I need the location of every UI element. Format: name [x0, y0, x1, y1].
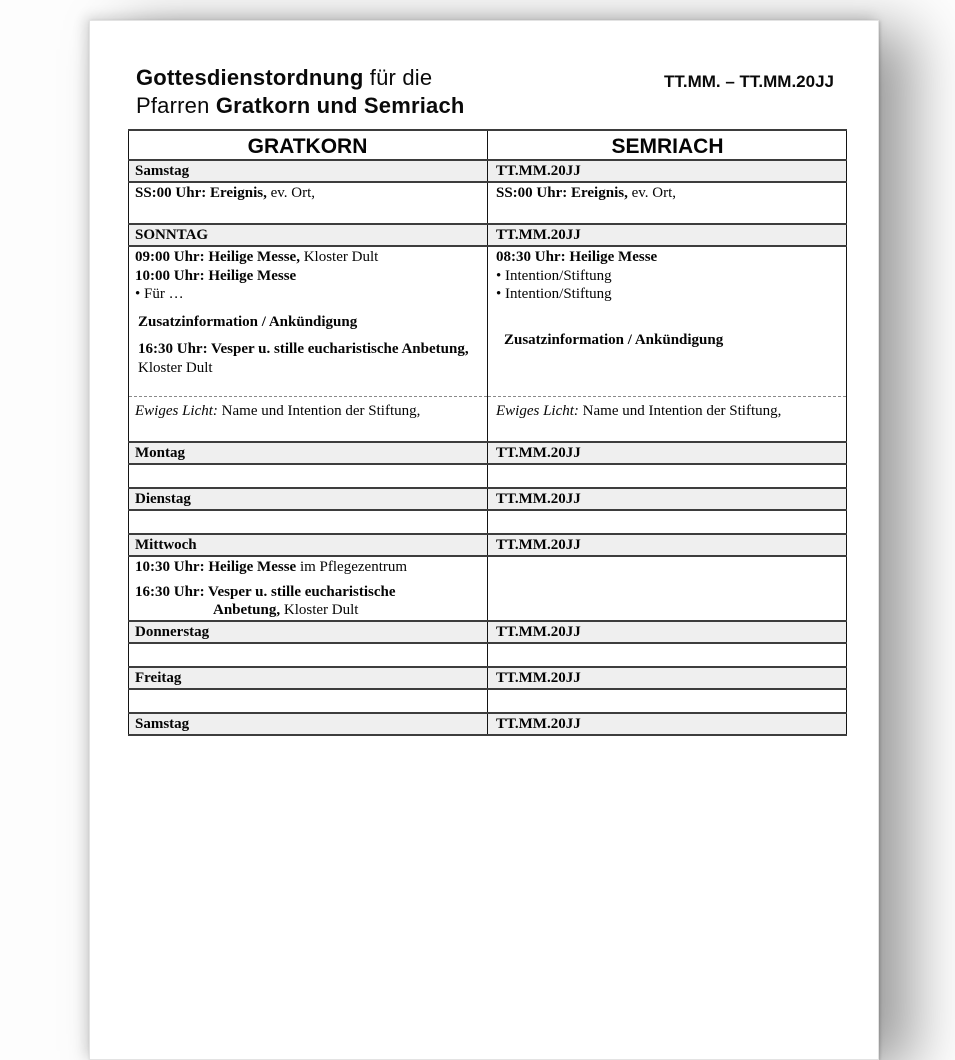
column-header-semriach: SEMRIACH — [488, 130, 847, 160]
vesper-bold: Anbetung, — [213, 602, 281, 618]
day-label-freitag: Freitag — [129, 667, 488, 689]
ewiges-licht-value: Name und Intention der Stiftung, — [578, 402, 782, 419]
vesper-place-regular: Kloster Dult — [138, 359, 213, 376]
empty-row-freitag — [129, 689, 847, 713]
day-label-dienstag: Dienstag — [129, 488, 488, 510]
page-title — [136, 64, 465, 120]
day-label-sonntag: SONNTAG — [129, 224, 488, 246]
wednesday-gratkorn-cell — [129, 556, 488, 621]
title-line-2 — [136, 92, 465, 120]
vesper-entry-line-2 — [135, 601, 480, 620]
ewiges-licht-semriach — [488, 396, 847, 442]
day-label-samstag-2: Samstag — [129, 713, 488, 735]
wednesday-semriach-cell — [488, 556, 847, 621]
date-cell-sonntag: TT.MM.20JJ — [488, 224, 847, 246]
ewiges-licht-text — [496, 402, 839, 421]
vesper-bold: 16:30 Uhr: Vesper u. stille eucharistische Anbetung, — [138, 341, 469, 357]
column-header-gratkorn: GRATKORN — [129, 130, 488, 160]
day-row-donnerstag — [129, 621, 847, 643]
sunday-content-row — [129, 246, 847, 396]
title-bold-1: Gottesdienstordnung — [136, 65, 364, 90]
table-header-row — [129, 130, 847, 160]
event-time-bold: SS:00 Uhr: Ereignis, — [496, 185, 628, 201]
day-row-sonntag — [129, 224, 847, 246]
empty-cell — [488, 689, 847, 713]
mass-entry-1: 08:30 Uhr: Heilige Messe — [496, 249, 658, 265]
vesper-entry-line-1: 16:30 Uhr: Vesper u. stille eucharistische — [135, 583, 396, 600]
saturday-event-semriach — [488, 182, 847, 224]
sunday-gratkorn-cell — [129, 246, 488, 396]
day-label-montag: Montag — [129, 442, 488, 464]
title-regular-2: Pfarren — [136, 93, 216, 118]
empty-cell — [129, 510, 488, 534]
date-cell-samstag-2: TT.MM.20JJ — [488, 713, 847, 735]
saturday-event-text — [135, 184, 480, 203]
saturday-event-gratkorn — [129, 182, 488, 224]
title-regular-1: für die — [363, 65, 433, 90]
day-label-mittwoch: Mittwoch — [129, 534, 488, 556]
event-place-regular: ev. Ort, — [266, 185, 316, 201]
title-bold-2: Gratkorn und Semriach — [215, 93, 465, 118]
mass-time-bold: 10:30 Uhr: Heilige Messe — [135, 559, 297, 575]
date-range: TT.MM. – TT.MM.20JJ — [663, 72, 834, 91]
intention-bullet-1: • Intention/Stiftung — [496, 267, 612, 284]
day-row-samstag-1 — [129, 160, 847, 182]
intention-bullet-2: • Intention/Stiftung — [496, 286, 612, 302]
date-cell-dienstag: TT.MM.20JJ — [488, 488, 847, 510]
date-cell-freitag: TT.MM.20JJ — [488, 667, 847, 689]
empty-cell — [129, 464, 488, 488]
ewiges-licht-label: Ewiges Licht: — [135, 402, 218, 419]
date-cell-montag: TT.MM.20JJ — [488, 442, 847, 464]
mass-place-regular: Kloster Dult — [299, 249, 379, 265]
empty-cell — [129, 689, 488, 713]
empty-row-donnerstag — [129, 643, 847, 667]
empty-cell — [488, 510, 847, 534]
empty-row-montag — [129, 464, 847, 488]
vesper-entry — [135, 340, 480, 377]
ewiges-licht-row — [129, 396, 847, 442]
date-cell-samstag-1: TT.MM.20JJ — [488, 160, 847, 182]
empty-row-dienstag — [129, 510, 847, 534]
mass-entry — [135, 558, 480, 577]
empty-cell — [488, 464, 847, 488]
event-time-bold: SS:00 Uhr: Ereignis, — [135, 185, 267, 201]
date-cell-donnerstag: TT.MM.20JJ — [488, 621, 847, 643]
document-header — [90, 21, 878, 120]
day-label-donnerstag: Donnerstag — [129, 621, 488, 643]
empty-cell — [129, 643, 488, 667]
day-label-samstag-1: Samstag — [129, 160, 488, 182]
mass-place-regular: im Pflegezentrum — [296, 559, 408, 575]
mass-entry-1 — [135, 248, 480, 267]
schedule-table — [128, 129, 847, 736]
day-row-samstag-2 — [129, 713, 847, 735]
mass-time-bold: 09:00 Uhr: Heilige Messe, — [135, 249, 300, 265]
sunday-semriach-cell — [488, 246, 847, 396]
wednesday-content-row — [129, 556, 847, 621]
title-line-1 — [136, 64, 465, 92]
document-page — [89, 20, 879, 1060]
mass-entry-2: 10:00 Uhr: Heilige Messe — [135, 267, 297, 284]
day-row-mittwoch — [129, 534, 847, 556]
additional-info-heading: Zusatzinformation / Ankündigung — [504, 331, 724, 348]
day-row-freitag — [129, 667, 847, 689]
saturday-event-row — [129, 182, 847, 224]
event-place-regular: ev. Ort, — [627, 185, 677, 201]
date-cell-mittwoch: TT.MM.20JJ — [488, 534, 847, 556]
ewiges-licht-text — [135, 402, 480, 421]
empty-cell — [488, 643, 847, 667]
ewiges-licht-label: Ewiges Licht: — [496, 402, 579, 419]
vesper-place-regular: Kloster Dult — [280, 602, 359, 618]
additional-info-heading: Zusatzinformation / Ankündigung — [138, 313, 358, 330]
day-row-dienstag — [129, 488, 847, 510]
day-row-montag — [129, 442, 847, 464]
ewiges-licht-gratkorn — [129, 396, 488, 442]
saturday-event-text — [496, 184, 839, 203]
intention-bullet: • Für … — [135, 286, 184, 302]
ewiges-licht-value: Name und Intention der Stiftung, — [217, 402, 421, 419]
